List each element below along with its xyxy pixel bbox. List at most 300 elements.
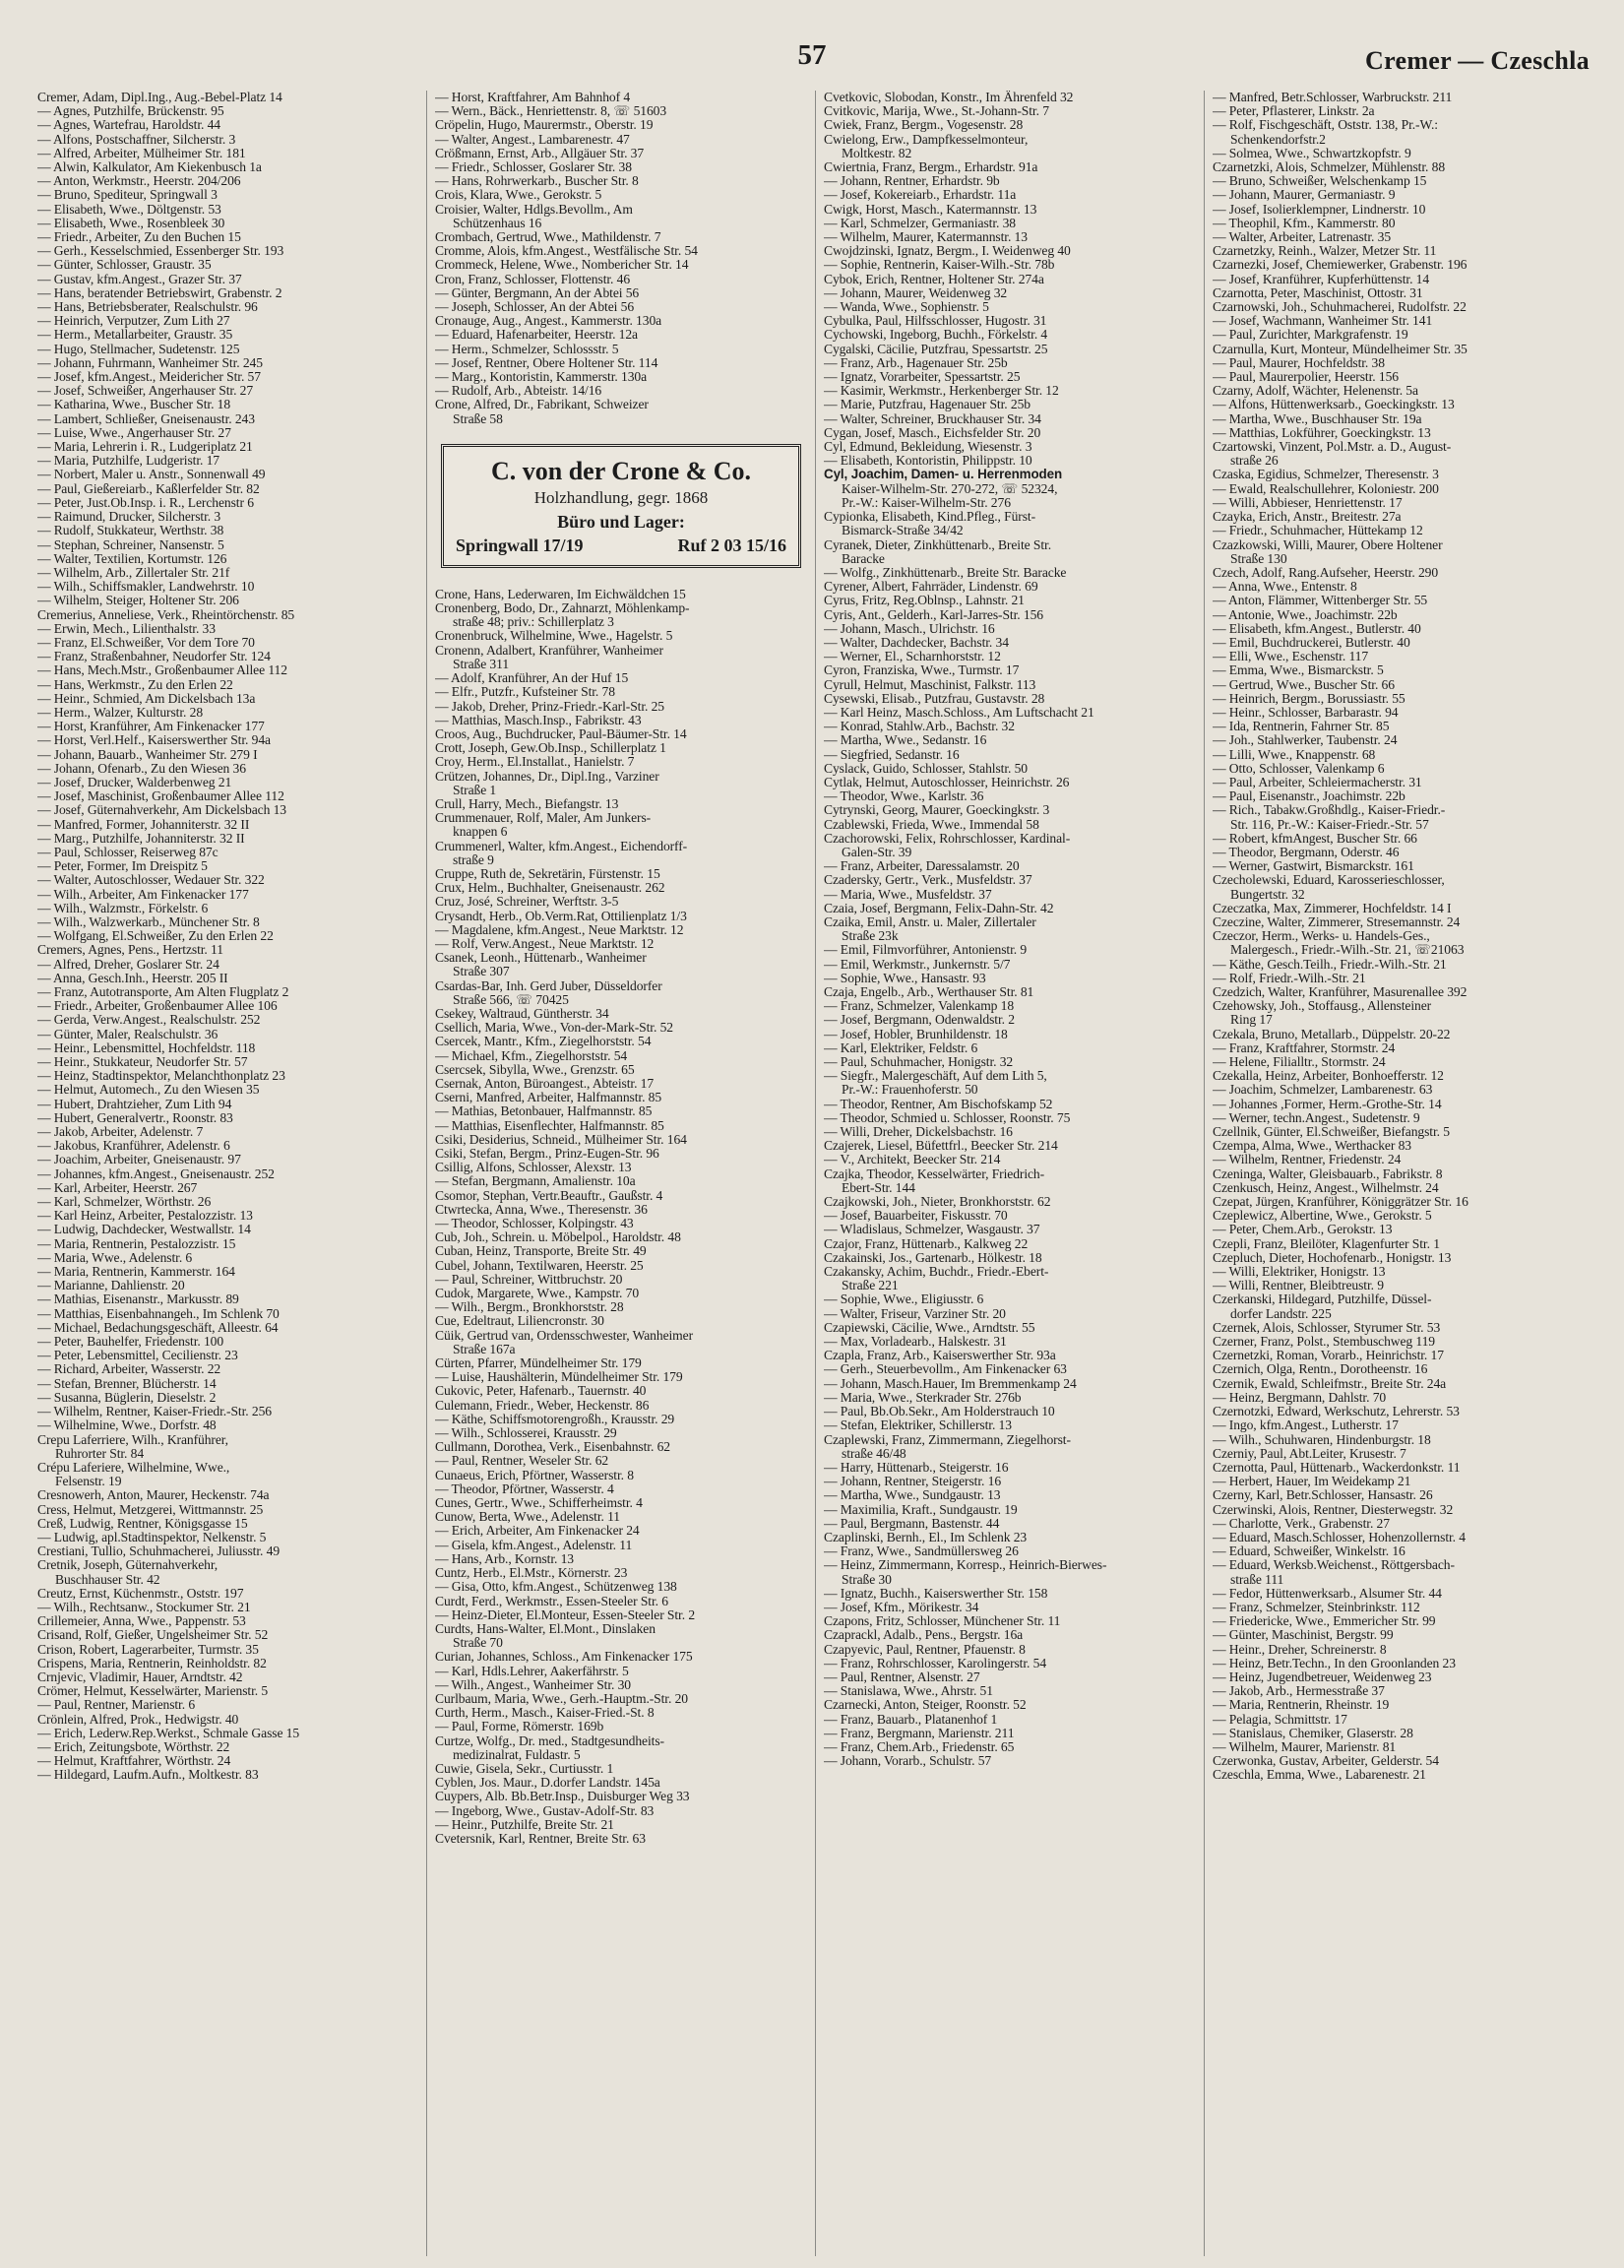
directory-entry: — Elli, Wwe., Eschenstr. 117	[1213, 650, 1369, 664]
page-number: 57	[797, 39, 827, 71]
directory-entry: Cremers, Agnes, Pens., Hertzstr. 11	[37, 943, 223, 958]
directory-entry: Cygalski, Cäcilie, Putzfrau, Spessartstr. 25	[824, 342, 1048, 356]
directory-entry: — Ludwig, apl.Stadtinspektor, Nelkenstr. 5	[37, 1530, 267, 1544]
directory-entry: — Josef, Güternahverkehr, Am Dickelsbach 13	[37, 803, 286, 818]
directory-entry: Straße 311	[453, 657, 510, 671]
directory-entry: Crummenauer, Rolf, Maler, Am Junkers-	[435, 811, 652, 826]
directory-entry: — Erwin, Mech., Lilienthalstr. 33	[37, 621, 216, 636]
ad-company-name: C. von der Crone & Co.	[490, 456, 752, 485]
directory-entry: — Alfred, Arbeiter, Mülheimer Str. 181	[37, 146, 246, 160]
directory-entry: Bismarck-Straße 34/42	[842, 524, 964, 538]
directory-entry: Cyblen, Jos. Maur., D.dorfer Landstr. 145a	[435, 1776, 660, 1791]
directory-entry: — Herm., Schmelzer, Schlossstr. 5	[435, 342, 619, 356]
directory-entry: — Johann, Vorarb., Schulstr. 57	[824, 1754, 992, 1769]
directory-entry: Straße 70	[453, 1636, 503, 1651]
directory-entry: Straße 1	[453, 783, 497, 797]
directory-entry: — Franz, Arbeiter, Daressalamstr. 20	[824, 859, 1020, 874]
directory-entry: — Heinrich, Verputzer, Zum Lith 27	[37, 314, 230, 329]
directory-entry: — Elisabeth, Kontoristin, Philippstr. 10	[824, 454, 1032, 469]
directory-column-3	[815, 91, 1204, 2256]
directory-entry: — Hans, Rohrwerkarb., Buscher Str. 8	[435, 174, 639, 189]
directory-entry: straße 9	[453, 852, 494, 867]
directory-entry: Straße 23k	[842, 929, 899, 944]
directory-entry: — Jakob, Dreher, Prinz-Friedr.-Karl-Str. 25	[435, 699, 664, 714]
directory-entry: — Käthe, Schiffsmotorengroßh., Krausstr. 29	[435, 1412, 675, 1426]
directory-entry: Czenkusch, Heinz, Angest., Wilhelmstr. 24	[1213, 1180, 1439, 1195]
directory-entry: — Magdalene, kfm.Angest., Neue Marktstr. 12	[435, 922, 684, 937]
directory-entry: — Emil, Filmvorführer, Antonienstr. 9	[824, 943, 1028, 958]
directory-entry: Cronenberg, Bodo, Dr., Zahnarzt, Möhlenkamp-	[435, 601, 690, 616]
directory-entry: — Walter, Schreiner, Bruckhauser Str. 34	[824, 411, 1041, 426]
directory-entry: — Matthias, Masch.Insp., Fabrikstr. 43	[435, 713, 642, 727]
directory-entry: — Franz, Arb., Hagenauer Str. 25b	[824, 355, 1008, 370]
directory-entry: Kaiser-Wilhelm-Str. 270-272, ☏ 52324,	[842, 481, 1058, 496]
directory-entry: — Friedr., Schlosser, Goslarer Str. 38	[435, 160, 632, 175]
directory-entry: — Ingeborg, Wwe., Gustav-Adolf-Str. 83	[435, 1803, 655, 1818]
directory-entry: — Willi, Dreher, Dickelsbachstr. 16	[824, 1125, 1013, 1140]
directory-entry: Czapla, Franz, Arb., Kaiserswerther Str. 93a	[824, 1349, 1056, 1363]
directory-entry: Czepat, Jürgen, Kranführer, Königgrätzer Str. 16	[1213, 1195, 1468, 1210]
directory-entry: — Max, Vorladearb., Halskestr. 31	[824, 1335, 1007, 1350]
directory-entry: — Fedor, Hüttenwerksarb., Alsumer Str. 44	[1213, 1586, 1442, 1601]
directory-entry: Cuban, Heinz, Transporte, Breite Str. 49	[435, 1244, 647, 1259]
directory-entry: Crößmann, Ernst, Arb., Allgäuer Str. 37	[435, 146, 645, 160]
directory-entry: — Manfred, Former, Johanniterstr. 32 II	[37, 817, 250, 832]
directory-entry: Crull, Harry, Mech., Biefangstr. 13	[435, 796, 619, 811]
directory-entry: Cwielong, Erw., Dampfkesselmonteur,	[824, 132, 1029, 147]
directory-entry: — Theodor, Schmied u. Schlosser, Roonstr. 75	[824, 1110, 1071, 1125]
directory-entry: — Pelagia, Schmittstr. 17	[1213, 1712, 1347, 1727]
directory-entry: — Gertrud, Wwe., Buscher Str. 66	[1213, 677, 1395, 692]
directory-entry: — Werner, Gastwirt, Bismarckstr. 161	[1213, 859, 1414, 874]
directory-entry: Czaplewski, Franz, Zimmermann, Ziegelhorst-	[824, 1432, 1071, 1447]
directory-entry: Cronenn, Adalbert, Kranführer, Wanheimer	[435, 643, 663, 658]
directory-entry: Cresnowerh, Anton, Maurer, Heckenstr. 74a	[37, 1488, 270, 1503]
directory-entry: — Matthias, Eisenbahnangeh., Im Schlenk 70	[37, 1306, 280, 1321]
directory-entry: Cwojdzinski, Ignatz, Bergm., I. Weidenweg 40	[824, 244, 1071, 259]
directory-entry: — Gisela, kfm.Angest., Adelenstr. 11	[435, 1538, 633, 1552]
directory-entry: — Heinr., Stukkateur, Neudorfer Str. 57	[37, 1055, 248, 1070]
directory-entry: — Josef, Kranführer, Kupferhüttenstr. 14	[1213, 272, 1430, 286]
directory-entry: — Hugo, Stellmacher, Sudetenstr. 125	[37, 342, 240, 356]
directory-entry: Czakansky, Achim, Buchdr., Friedr.-Ebert-	[824, 1265, 1049, 1280]
directory-column-4	[1204, 91, 1593, 2256]
directory-entry: Csellich, Maria, Wwe., Von-der-Mark-Str. 52	[435, 1021, 673, 1036]
directory-entry: Czernek, Alois, Schlosser, Styrumer Str. 53	[1213, 1320, 1441, 1335]
directory-entry: Czempa, Alma, Wwe., Werthacker 83	[1213, 1139, 1411, 1154]
directory-entry: Crummenerl, Walter, kfm.Angest., Eichendorff-	[435, 839, 688, 853]
directory-entry: — Wolfg., Zinkhüttenarb., Breite Str. Baracke	[824, 565, 1067, 580]
directory-entry: Czadersky, Gertr., Verk., Musfeldstr. 37	[824, 873, 1032, 888]
directory-entry: — Willi, Elektriker, Honigstr. 13	[1213, 1265, 1386, 1280]
directory-entry: Csanek, Leonh., Hüttenarb., Wanheimer	[435, 951, 647, 966]
directory-entry: — Wanda, Wwe., Sophienstr. 5	[824, 300, 989, 315]
directory-entry: — Eduard, Hafenarbeiter, Heerstr. 12a	[435, 328, 638, 343]
directory-entry: Croisier, Walter, Hdlgs.Bevollm., Am	[435, 202, 633, 217]
directory-entry: — Anna, Wwe., Entenstr. 8	[1213, 580, 1357, 595]
directory-entry: — Ewald, Realschullehrer, Koloniestr. 200	[1213, 481, 1439, 496]
directory-entry: — Bruno, Schweißer, Welschenkamp 15	[1213, 174, 1427, 189]
directory-entry: — Elisabeth, Wwe., Döltgenstr. 53	[37, 202, 221, 217]
directory-entry: Czayka, Erich, Anstr., Breitestr. 27a	[1213, 510, 1402, 525]
directory-entry: Crone, Hans, Lederwaren, Im Eichwäldchen 15	[435, 587, 686, 601]
directory-entry: — Walter, Friseur, Varziner Str. 20	[824, 1306, 1006, 1321]
directory-entry: straße 26	[1230, 454, 1279, 469]
directory-entry: — Alfons, Hüttenwerksarb., Goeckingkstr. 13	[1213, 398, 1455, 412]
directory-entry: — Wolfgang, El.Schweißer, Zu den Erlen 22	[37, 929, 274, 944]
directory-entry: — Johann, Maurer, Weidenweg 32	[824, 285, 1008, 300]
directory-entry: — Peter, Pflasterer, Linkstr. 2a	[1213, 104, 1375, 119]
directory-entry: — Matthias, Lokführer, Goeckingkstr. 13	[1213, 425, 1431, 440]
directory-entry: — Jakob, Arbeiter, Adelenstr. 7	[37, 1125, 204, 1140]
directory-entry: Cress, Helmut, Metzgerei, Wittmannstr. 25	[37, 1502, 264, 1517]
directory-entry: — Eduard, Werksb.Weichenst., Röttgersbach-	[1213, 1558, 1455, 1573]
directory-entry: — Norbert, Maler u. Anstr., Sonnenwall 49	[37, 468, 266, 482]
directory-entry: — Heinr., Dreher, Schreinerstr. 8	[1213, 1642, 1387, 1657]
directory-entry: — Rudolf, Stukkateur, Werthstr. 38	[37, 524, 224, 538]
directory-entry: — Heinr., Schlosser, Barbarastr. 94	[1213, 705, 1399, 720]
directory-entry: Czekala, Bruno, Metallarb., Düppelstr. 20-22	[1213, 1027, 1451, 1041]
directory-entry: — Paul, Schuhmacher, Honigstr. 32	[824, 1055, 1014, 1070]
directory-entry: — Peter, Chem.Arb., Gerokstr. 13	[1213, 1223, 1393, 1237]
directory-entry: — Karl, Elektriker, Feldstr. 6	[824, 1040, 978, 1055]
directory-entry: — Marie, Putzfrau, Hagenauer Str. 25b	[824, 398, 1031, 412]
directory-entry: Cyris, Ant., Gelderh., Karl-Jarres-Str. 156	[824, 607, 1043, 622]
directory-entry: — Wilh., Schiffsmakler, Landwehrstr. 10	[37, 580, 255, 595]
directory-entry: Cyron, Franziska, Wwe., Turmstr. 17	[824, 663, 1020, 678]
directory-entry: Crestiani, Tullio, Schuhmacherei, Juliusstr. 49	[37, 1544, 281, 1559]
directory-entry: — Josef, Rentner, Obere Holtener Str. 114	[435, 355, 658, 370]
directory-entry: — Theodor, Bergmann, Oderstr. 46	[1213, 845, 1400, 859]
directory-columns	[37, 91, 1593, 2256]
directory-entry: Czerwonka, Gustav, Arbeiter, Gelderstr. 54	[1213, 1754, 1439, 1769]
directory-entry: — Stanislaus, Chemiker, Glaserstr. 28	[1213, 1726, 1413, 1740]
directory-entry: Czartowski, Vinzent, Pol.Mstr. a. D., August-	[1213, 440, 1452, 455]
directory-entry: — Emil, Werkmstr., Junkernstr. 5/7	[824, 957, 1011, 972]
directory-entry: — Josef, Schweißer, Angerhauser Str. 27	[37, 384, 254, 399]
directory-entry: Straße 221	[842, 1279, 899, 1293]
directory-entry: — Heinz, Jugendbetreuer, Weidenweg 23	[1213, 1670, 1432, 1684]
directory-entry: — Stanislawa, Wwe., Ahrstr. 51	[824, 1684, 993, 1699]
directory-entry: Czapons, Fritz, Schlosser, Münchener Str. 11	[824, 1614, 1061, 1629]
directory-entry: — Hildegard, Laufm.Aufn., Moltkestr. 83	[37, 1768, 259, 1783]
directory-entry: — Werner, techn.Angest., Sudetenstr. 9	[1213, 1110, 1420, 1125]
directory-entry: — Heinr., Schmied, Am Dickelsbach 13a	[37, 691, 256, 706]
directory-entry: Cytrynski, Georg, Maurer, Goeckingkstr. 3	[824, 803, 1050, 818]
directory-entry: Cvetkovic, Slobodan, Konstr., Im Ährenfeld 32	[824, 91, 1074, 104]
directory-entry: Schützenhaus 16	[453, 216, 542, 230]
directory-entry: Czazkowski, Willi, Maurer, Obere Holtener	[1213, 537, 1443, 552]
directory-entry: — Wilh., Rechtsanw., Stockumer Str. 21	[37, 1600, 251, 1614]
directory-entry: — Walter, Textilien, Kortumstr. 126	[37, 551, 227, 566]
directory-entry: Czaprackl, Adalb., Pens., Bergstr. 16a	[824, 1628, 1024, 1643]
directory-entry: Csercek, Mantr., Kfm., Ziegelhorststr. 54	[435, 1035, 652, 1049]
directory-entry: Cuntz, Herb., El.Mstr., Körnerstr. 23	[435, 1566, 628, 1581]
directory-entry: Croy, Herm., El.Installat., Hanielstr. 7	[435, 755, 635, 770]
directory-entry: — Werner, El., Scharnhorststr. 12	[824, 650, 1001, 664]
directory-entry: — Katharina, Wwe., Buscher Str. 18	[37, 398, 231, 412]
directory-entry: — Josef, kfm.Angest., Meidericher Str. 57	[37, 370, 261, 385]
directory-entry: Czapyevic, Paul, Rentner, Pfauenstr. 8	[824, 1642, 1026, 1657]
directory-entry: — Ignatz, Vorarbeiter, Spessartstr. 25	[824, 370, 1021, 385]
ad-address: Springwall 17/19	[456, 535, 584, 555]
directory-entry: — Stefan, Brenner, Blücherstr. 14	[37, 1376, 217, 1391]
directory-entry: — Kasimir, Werkmstr., Herkenberger Str. 12	[824, 384, 1059, 399]
directory-entry: — Maria, Wwe., Adelenstr. 6	[37, 1250, 193, 1265]
directory-entry: — Peter, Bauhelfer, Friedenstr. 100	[37, 1335, 224, 1350]
directory-entry: — Herm., Metallarbeiter, Graustr. 35	[37, 328, 233, 343]
directory-entry: — Stefan, Elektriker, Schillerstr. 13	[824, 1418, 1012, 1433]
directory-entry: — Wilhelm, Maurer, Katermannstr. 13	[824, 230, 1028, 245]
directory-entry: Czepluch, Dieter, Hochofenarb., Honigstr. 13	[1213, 1250, 1452, 1265]
directory-entry: Csillig, Alfons, Schlosser, Alexstr. 13	[435, 1161, 632, 1175]
directory-entry: — Wilhelm, Maurer, Marienstr. 81	[1213, 1739, 1397, 1754]
directory-entry: — Karl, Hdls.Lehrer, Aakerfährstr. 5	[435, 1664, 629, 1678]
directory-entry: Czarnotta, Peter, Maschinist, Ottostr. 31	[1213, 285, 1423, 300]
ad-business-line: Holzhandlung, gegr. 1868	[533, 487, 709, 507]
directory-entry: Czepli, Franz, Bleilöter, Klagenfurter Str. 1	[1213, 1236, 1440, 1251]
directory-entry: — Franz, Wwe., Sandmüllersweg 26	[824, 1544, 1019, 1559]
directory-entry: Czekalla, Heinz, Arbeiter, Bonhoefferstr. 12	[1213, 1069, 1444, 1084]
directory-entry: Czarnulla, Kurt, Monteur, Mündelheimer Str. 35	[1213, 342, 1468, 356]
directory-entry: — Friedr., Arbeiter, Großenbaumer Allee 106	[37, 999, 278, 1014]
directory-entry: — Gerda, Verw.Angest., Realschulstr. 252	[37, 1013, 261, 1028]
directory-entry: — Friedericke, Wwe., Emmericher Str. 99	[1213, 1614, 1436, 1629]
directory-entry: Cunes, Gertr., Wwe., Schifferheimstr. 4	[435, 1496, 643, 1511]
directory-entry: — Herm., Walzer, Kulturstr. 28	[37, 705, 204, 720]
directory-entry: medizinalrat, Fuldastr. 5	[453, 1747, 581, 1762]
directory-entry: — Gisa, Otto, kfm.Angest., Schützenweg 138	[435, 1580, 677, 1595]
directory-entry: — Sophie, Rentnerin, Kaiser-Wilh.-Str. 78b	[824, 258, 1055, 273]
directory-entry: — Joachim, Schmelzer, Lambarenestr. 63	[1213, 1083, 1433, 1098]
directory-entry: Cybulka, Paul, Hilfsschlosser, Hugostr. 31	[824, 314, 1047, 329]
directory-entry: Cvitkovic, Marija, Wwe., St.-Johann-Str. 7	[824, 104, 1049, 119]
directory-entry: — Matthias, Eisenflechter, Halfmannstr. 85	[435, 1118, 664, 1133]
directory-entry: Czarny, Adolf, Wächter, Helenenstr. 5a	[1213, 384, 1418, 399]
directory-entry: Csekey, Waltraud, Güntherstr. 34	[435, 1006, 609, 1021]
directory-entry: — Eduard, Masch.Schlosser, Hohenzollernstr. 4	[1213, 1530, 1466, 1544]
directory-entry: Cytlak, Helmut, Autoschlosser, Heinrichstr. 26	[824, 775, 1070, 789]
directory-entry: — Paul, Rentner, Alsenstr. 27	[824, 1670, 980, 1684]
directory-entry: Malergesch., Friedr.-Wilh.-Str. 21, ☏21063	[1230, 943, 1465, 958]
directory-entry: — Johannes ,Former, Herm.-Grothe-Str. 14	[1213, 1097, 1442, 1111]
ad-office-heading: Büro und Lager:	[557, 511, 685, 532]
directory-entry: Creutz, Ernst, Küchenmstr., Oststr. 197	[37, 1586, 244, 1601]
directory-entry: — Konrad, Stahlw.Arb., Bachstr. 32	[824, 720, 1015, 734]
directory-entry: — Manfred, Betr.Schlosser, Warbruckstr. 211	[1213, 91, 1453, 104]
directory-entry: — Rolf, Verw.Angest., Neue Marktstr. 12	[435, 936, 655, 951]
directory-entry: Cyrus, Fritz, Reg.Oblnsp., Lahnstr. 21	[824, 594, 1025, 608]
directory-entry: Cruppe, Ruth de, Sekretärin, Fürstenstr. 15	[435, 866, 660, 881]
directory-entry: Cuypers, Alb. Bb.Betr.Insp., Duisburger Weg 33	[435, 1790, 690, 1804]
directory-entry: Straße 58	[453, 411, 503, 426]
directory-entry: — Raimund, Drucker, Silcherstr. 3	[37, 510, 221, 525]
directory-entry: Crois, Klara, Wwe., Gerokstr. 5	[435, 188, 602, 203]
directory-entry: — Robert, kfmAngest, Buscher Str. 66	[1213, 831, 1417, 846]
directory-column-2	[426, 91, 815, 2256]
column-2-entries-top	[435, 91, 807, 426]
directory-entry: — Charlotte, Verk., Grabenstr. 27	[1213, 1516, 1390, 1531]
directory-entry: — Heinz, Bergmann, Dahlstr. 70	[1213, 1390, 1387, 1405]
directory-entry: Czeczor, Herm., Werks- u. Handels-Ges.,	[1213, 929, 1430, 944]
name-range-heading: Cremer — Czeschla	[1365, 46, 1590, 75]
directory-entry: — Siegfr., Malergeschäft, Auf dem Lith 5,	[824, 1069, 1047, 1084]
directory-entry: — Johann, Rentner, Steigerstr. 16	[824, 1475, 1002, 1489]
directory-entry: Ring 17	[1230, 1013, 1273, 1028]
directory-entry: — Helmut, Kraftfahrer, Wörthstr. 24	[37, 1754, 231, 1769]
directory-entry: Czedzich, Walter, Kranführer, Masurenallee 392	[1213, 985, 1468, 999]
directory-entry: — Walter, Autoschlosser, Wedauer Str. 322	[37, 873, 265, 888]
directory-entry: — Heinr., Lebensmittel, Hochfeldstr. 118	[37, 1040, 256, 1055]
directory-entry: — Gustav, kfm.Angest., Grazer Str. 37	[37, 272, 242, 286]
directory-entry: — Wilh., Walzmstr., Förkelstr. 6	[37, 901, 209, 915]
directory-entry: — Michael, Kfm., Ziegelhorststr. 54	[435, 1048, 628, 1063]
directory-entry: — Günter, Schlosser, Graustr. 35	[37, 258, 212, 273]
directory-entry: — Josef, Kfm., Mörikestr. 34	[824, 1600, 979, 1614]
directory-entry: — Theodor, Schlosser, Kolpingstr. 43	[435, 1217, 634, 1231]
directory-entry: Straße 566, ☏ 70425	[453, 992, 569, 1007]
directory-entry: Crillemeier, Anna, Wwe., Pappenstr. 53	[37, 1614, 246, 1629]
directory-entry: — Willi, Abbieser, Henriettenstr. 17	[1213, 495, 1403, 510]
directory-entry: — Herbert, Hauer, Im Weidekamp 21	[1213, 1475, 1411, 1489]
directory-entry: Crux, Helm., Buchhalter, Gneisenaustr. 262	[435, 881, 665, 896]
directory-entry: Pr.-W.: Frauenhoferstr. 50	[842, 1083, 978, 1098]
directory-entry: — Wilhelm, Arb., Zillertaler Str. 21f	[37, 565, 230, 580]
advertisement-box	[441, 444, 801, 568]
directory-entry: Czernetzki, Roman, Vorarb., Heinrichstr. 17	[1213, 1349, 1444, 1363]
directory-entry: Csiki, Stefan, Bergm., Prinz-Eugen-Str. 96	[435, 1147, 659, 1161]
directory-entry: — Susanna, Büglerin, Dieselstr. 2	[37, 1390, 217, 1405]
directory-entry: — Paul, Zurichter, Markgrafenstr. 19	[1213, 328, 1408, 343]
directory-entry: — Peter, Just.Ob.Insp. i. R., Lerchenstr 6	[37, 495, 254, 510]
directory-entry: Czajerek, Liesel, Büfettfrl., Beecker Str. 214	[824, 1139, 1058, 1154]
directory-entry: Cunaeus, Erich, Pförtner, Wasserstr. 8	[435, 1468, 634, 1482]
directory-entry: — Heinrich, Bergm., Borussiastr. 55	[1213, 691, 1405, 706]
directory-entry: — Theodor, Rentner, Am Bischofskamp 52	[824, 1097, 1053, 1111]
directory-entry: Cwiek, Franz, Bergm., Vogesenstr. 28	[824, 118, 1024, 133]
directory-entry: Crützen, Johannes, Dr., Dipl.Ing., Varziner	[435, 769, 659, 784]
directory-entry: — Paul, Schreiner, Wittbruchstr. 20	[435, 1272, 623, 1287]
directory-entry: Schenkendorfstr.2	[1230, 132, 1326, 147]
directory-entry: — Richard, Arbeiter, Wasserstr. 22	[37, 1362, 221, 1377]
directory-entry: — Adolf, Kranführer, An der Huf 15	[435, 671, 629, 686]
directory-entry: — Anton, Werkmstr., Heerstr. 204/206	[37, 174, 241, 189]
directory-entry: — Franz, Autotransporte, Am Alten Flugplatz 2	[37, 985, 289, 999]
directory-entry: — Johann, Maurer, Germaniastr. 9	[1213, 188, 1396, 203]
directory-entry: Csardas-Bar, Inh. Gerd Juber, Düsseldorfer	[435, 978, 662, 993]
directory-entry: — Joseph, Schlosser, An der Abtei 56	[435, 300, 635, 315]
directory-entry: Crepu Laferriere, Wilh., Kranführer,	[37, 1432, 228, 1447]
directory-entry: — Walter, Dachdecker, Bachstr. 34	[824, 635, 1009, 650]
directory-entry: Galen-Str. 39	[842, 845, 912, 859]
directory-entry: — Hans, Werkmstr., Zu den Erlen 22	[37, 677, 233, 692]
directory-entry: — Erich, Zeitungsbote, Wörthstr. 22	[37, 1739, 230, 1754]
directory-entry: — Anna, Gesch.Inh., Heerstr. 205 II	[37, 971, 228, 985]
directory-entry: Crone, Alfred, Dr., Fabrikant, Schweizer	[435, 398, 649, 412]
directory-entry: Czarnecki, Anton, Steiger, Roonstr. 52	[824, 1698, 1027, 1713]
directory-entry: — Josef, Kokereiarb., Erhardstr. 11a	[824, 188, 1017, 203]
directory-entry: straße 48; priv.: Schillerplatz 3	[453, 615, 614, 630]
directory-entry: Cromme, Alois, kfm.Angest., Westfälische Str. 54	[435, 244, 698, 259]
directory-entry: Cyl, Joachim, Damen- u. Herrenmoden	[824, 468, 1063, 482]
directory-entry: — Ida, Rentnerin, Fahrner Str. 85	[1213, 720, 1390, 734]
directory-entry: — Johann, Ofenarb., Zu den Wiesen 36	[37, 761, 246, 776]
directory-entry: Straße 307	[453, 965, 510, 979]
directory-entry: — Günter, Bergmann, An der Abtei 56	[435, 285, 640, 300]
directory-entry: — Helmut, Automech., Zu den Wiesen 35	[37, 1083, 260, 1098]
directory-entry: — Heinz-Dieter, El.Monteur, Essen-Steeler Str. 2	[435, 1607, 696, 1622]
directory-entry: — Franz, Bauarb., Platanenhof 1	[824, 1712, 998, 1727]
directory-entry: — Josef, Isolierklempner, Lindnerstr. 10	[1213, 202, 1426, 217]
directory-entry: — Agnes, Wartefrau, Haroldstr. 44	[37, 118, 221, 133]
directory-entry: — Karl, Schmelzer, Germaniastr. 38	[824, 216, 1016, 230]
directory-entry: — Wilhelm, Steiger, Holtener Str. 206	[37, 594, 239, 608]
directory-entry: — Marg., Putzhilfe, Johanniterstr. 32 II	[37, 831, 245, 846]
directory-entry: — Johann, Masch., Ulrichstr. 16	[824, 621, 995, 636]
directory-entry: — Johann, Masch.Hauer, Im Bremmenkamp 24	[824, 1376, 1077, 1391]
directory-entry: — Luise, Haushälterin, Mündelheimer Str. 179	[435, 1370, 683, 1385]
directory-entry: Cronauge, Aug., Angest., Kammerstr. 130a	[435, 314, 662, 329]
page-header	[0, 0, 1624, 84]
directory-entry: Czeschla, Emma, Wwe., Labarenestr. 21	[1213, 1768, 1426, 1783]
directory-entry: — Theodor, Pförtner, Wasserstr. 4	[435, 1481, 614, 1496]
directory-entry: Cygan, Josef, Masch., Eichsfelder Str. 20	[824, 425, 1041, 440]
directory-entry: — Josef, Bauarbeiter, Fiskusstr. 70	[824, 1209, 1008, 1224]
directory-entry: Curian, Johannes, Schloss., Am Finkenacker 175	[435, 1650, 693, 1665]
directory-entry: — Agnes, Putzhilfe, Brückenstr. 95	[37, 104, 224, 119]
directory-entry: — Josef, Drucker, Walderbenweg 21	[37, 775, 232, 789]
directory-entry: — Hubert, Generalvertr., Roonstr. 83	[37, 1110, 233, 1125]
directory-entry: Czaplinski, Bernh., El., Im Schlenk 23	[824, 1530, 1028, 1544]
directory-entry: Crommeck, Helene, Wwe., Nombericher Str. 14	[435, 258, 689, 273]
directory-entry: Cub, Joh., Schrein. u. Möbelpol., Haroldstr. 48	[435, 1230, 681, 1245]
directory-entry: Straße 130	[1230, 551, 1287, 566]
directory-entry: Cypionka, Elisabeth, Kind.Pfleg., Fürst-	[824, 510, 1035, 525]
directory-entry: Czerner, Franz, Polst., Stembuschweg 119	[1213, 1335, 1436, 1350]
directory-entry: — Walter, Angest., Lambarenestr. 47	[435, 132, 630, 147]
directory-entry: Czeczatka, Max, Zimmerer, Hochfeldstr. 14 I	[1213, 901, 1452, 915]
directory-entry: — Jakob, Arb., Hermesstraße 37	[1213, 1684, 1385, 1699]
directory-entry: Cürten, Pfarrer, Mündelheimer Str. 179	[435, 1356, 642, 1371]
directory-entry: — Karl Heinz, Arbeiter, Pestalozzistr. 13	[37, 1209, 253, 1224]
directory-entry: — Maria, Putzhilfe, Ludgeristr. 17	[37, 454, 219, 469]
directory-entry: — Ignatz, Buchh., Kaiserswerther Str. 158	[824, 1586, 1048, 1601]
directory-entry: — Hans, Mech.Mstr., Großenbaumer Allee 112	[37, 663, 287, 678]
directory-entry: Czernotzki, Edward, Werkschutz, Lehrerstr. 53	[1213, 1405, 1460, 1419]
directory-entry: Czeplewicz, Albertine, Wwe., Gerokstr. 5	[1213, 1209, 1432, 1224]
directory-entry: — Paul, Schlosser, Reiserweg 87c	[37, 845, 219, 859]
column-2-entries-bottom	[435, 588, 807, 1846]
directory-entry: — Günter, Maschinist, Bergstr. 99	[1213, 1628, 1394, 1643]
directory-entry: Cröpelin, Hugo, Maurermstr., Oberstr. 19	[435, 118, 654, 133]
directory-entry: Czaika, Emil, Anstr. u. Maler, Zillertaler	[824, 914, 1036, 929]
directory-entry: — Wern., Bäck., Henriettenstr. 8, ☏ 51603	[435, 104, 667, 119]
directory-entry: knappen 6	[453, 825, 508, 840]
directory-entry: Str. 116, Pr.-W.: Kaiser-Friedr.-Str. 57	[1230, 817, 1429, 832]
directory-entry: Czernich, Olga, Rentn., Dorotheenstr. 16	[1213, 1362, 1428, 1377]
directory-entry: — Hans, Betriebsberater, Realschulstr. 96	[37, 300, 258, 315]
directory-entry: — Antonie, Wwe., Joachimstr. 22b	[1213, 607, 1398, 622]
directory-entry: — V., Architekt, Beecker Str. 214	[824, 1153, 1001, 1167]
directory-entry: Cremerius, Anneliese, Verk., Rheintörchenstr. 85	[37, 607, 295, 622]
directory-entry: — Heinz, Stadtinspektor, Melanchthonplatz 23	[37, 1069, 285, 1084]
directory-entry: — Johann, Fuhrmann, Wanheimer Str. 245	[37, 355, 263, 370]
directory-entry: — Helene, Filialltr., Stormstr. 24	[1213, 1055, 1386, 1070]
directory-entry: Czaia, Josef, Bergmann, Felix-Dahn-Str. 42	[824, 901, 1054, 915]
directory-entry: — Theophil, Kfm., Kammerstr. 80	[1213, 216, 1396, 230]
directory-entry: Crysandt, Herb., Ob.Verm.Rat, Ottilienplatz 1/3	[435, 909, 687, 923]
directory-entry: — Luise, Wwe., Angerhauser Str. 27	[37, 425, 231, 440]
